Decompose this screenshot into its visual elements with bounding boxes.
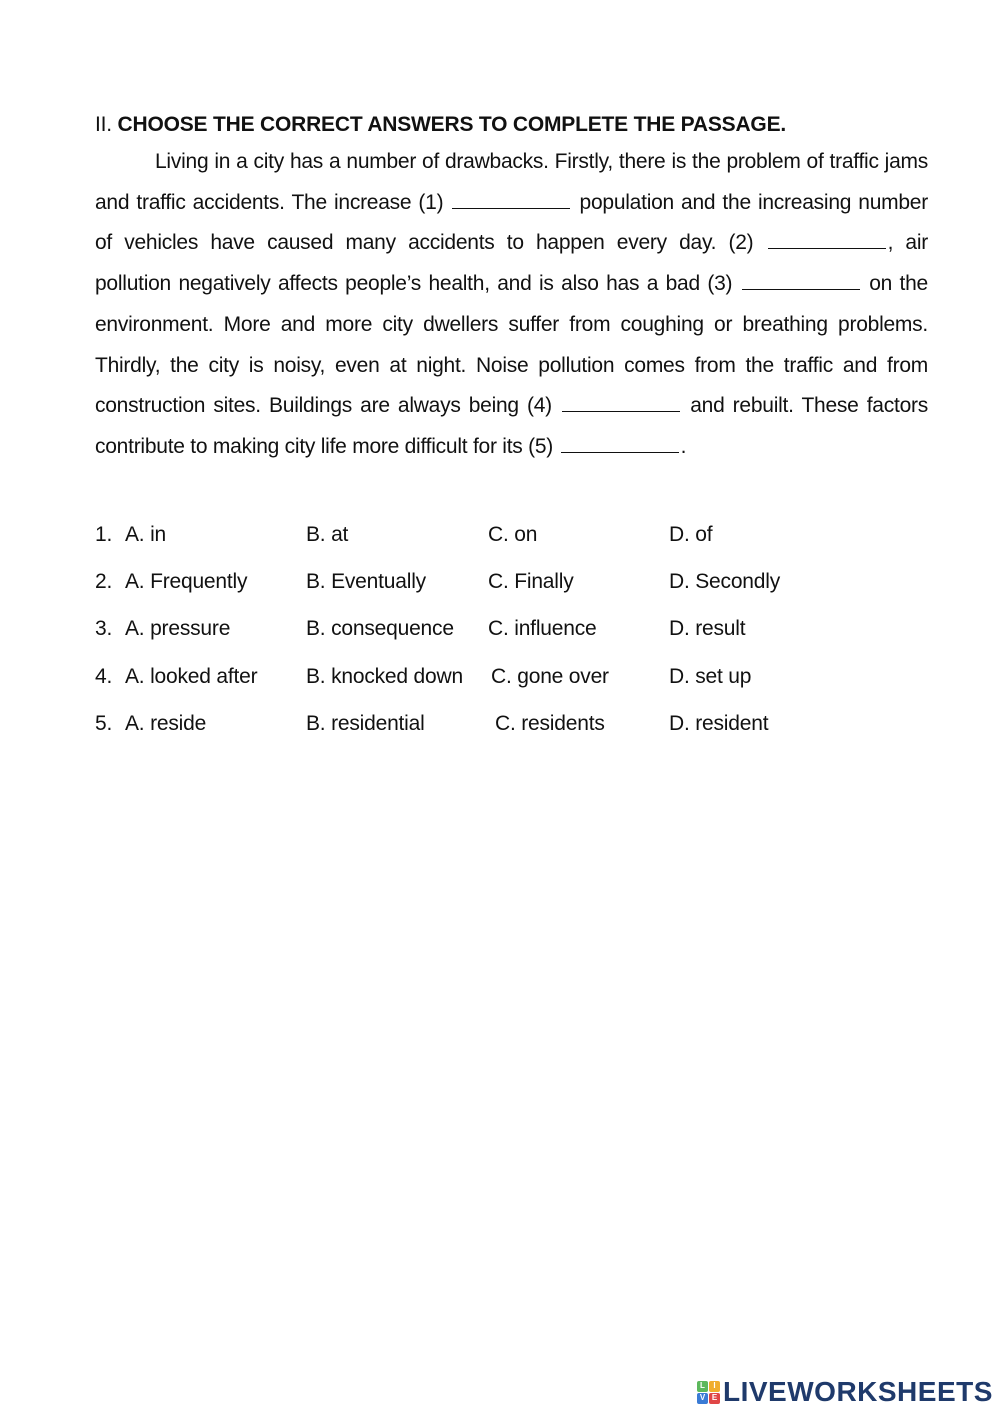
option-d[interactable]: D. set up: [669, 664, 752, 688]
question-row-1: [95, 517, 935, 564]
brand-name: LIVEWORKSHEETS: [723, 1376, 993, 1407]
section-number: II.: [95, 113, 112, 136]
option-d[interactable]: D. result: [669, 617, 746, 641]
option-c[interactable]: C. Finally: [488, 570, 574, 594]
question-row-2: [95, 564, 935, 611]
blank-5[interactable]: [561, 434, 679, 453]
option-c[interactable]: C. gone over: [491, 664, 609, 688]
logo-tile-l: L: [697, 1381, 708, 1392]
logo-tile-e: E: [709, 1393, 720, 1404]
option-a[interactable]: A. looked after: [125, 664, 258, 688]
passage-text: on the environment. More and more city dwellers suffer from coughing or breathing problems. Thirdly, the city is noisy, even at night. Noise pollution comes from the traffic and from construction sites. Buildings are always being (4): [95, 272, 928, 418]
logo-tile-i: I: [709, 1381, 720, 1392]
option-b[interactable]: B. knocked down: [306, 664, 463, 688]
blank-2[interactable]: [768, 230, 886, 249]
logo-tile-v: V: [697, 1393, 708, 1404]
question-row-5: [95, 706, 935, 753]
option-a[interactable]: A. in: [125, 523, 167, 546]
option-a[interactable]: A. pressure: [125, 617, 231, 641]
option-d[interactable]: D. of: [669, 523, 713, 546]
option-b[interactable]: B. consequence: [306, 617, 454, 641]
liveworksheets-logo: [697, 1376, 993, 1407]
option-c[interactable]: C. on: [488, 523, 538, 546]
question-number: 5.: [95, 711, 113, 735]
logo-tiles-icon: [697, 1381, 720, 1404]
question-number: 2.: [95, 570, 113, 594]
option-c[interactable]: C. influence: [488, 617, 597, 641]
passage-text: Living in a city has a number of drawbacks. Firstly, there is the problem of traffic jams and traffic accidents. The increase (1): [95, 150, 928, 214]
reading-passage: [95, 142, 928, 468]
option-d[interactable]: D. resident: [669, 711, 769, 735]
blank-1[interactable]: [452, 190, 570, 209]
option-a[interactable]: A. Frequently: [125, 570, 248, 594]
passage-text: and rebuilt. These factors contribute to making city life more difficult for its (5): [95, 394, 928, 458]
question-row-3: [95, 611, 935, 658]
option-c[interactable]: C. residents: [495, 711, 605, 735]
answer-options: [95, 517, 935, 753]
option-a[interactable]: A. reside: [125, 711, 207, 735]
option-b[interactable]: B. Eventually: [306, 570, 426, 594]
question-number: 4.: [95, 664, 113, 688]
option-b[interactable]: B. residential: [306, 711, 425, 735]
option-d[interactable]: D. Secondly: [669, 570, 781, 594]
section-heading: [95, 112, 786, 138]
passage-text: , air pollution negatively affects people’s health, and is also has a bad (3): [95, 231, 928, 296]
blank-4[interactable]: [562, 393, 680, 412]
question-number: 1.: [95, 523, 113, 546]
passage-text: population and the increasing number of vehicles have caused many accidents to happen every day. (2): [95, 190, 928, 255]
question-row-4: [95, 659, 935, 706]
section-title: CHOOSE THE CORRECT ANSWERS TO COMPLETE THE PASSAGE.: [117, 113, 787, 136]
option-b[interactable]: B. at: [306, 523, 349, 546]
passage-text: .: [680, 434, 687, 458]
question-number: 3.: [95, 617, 113, 641]
blank-3[interactable]: [742, 271, 860, 290]
